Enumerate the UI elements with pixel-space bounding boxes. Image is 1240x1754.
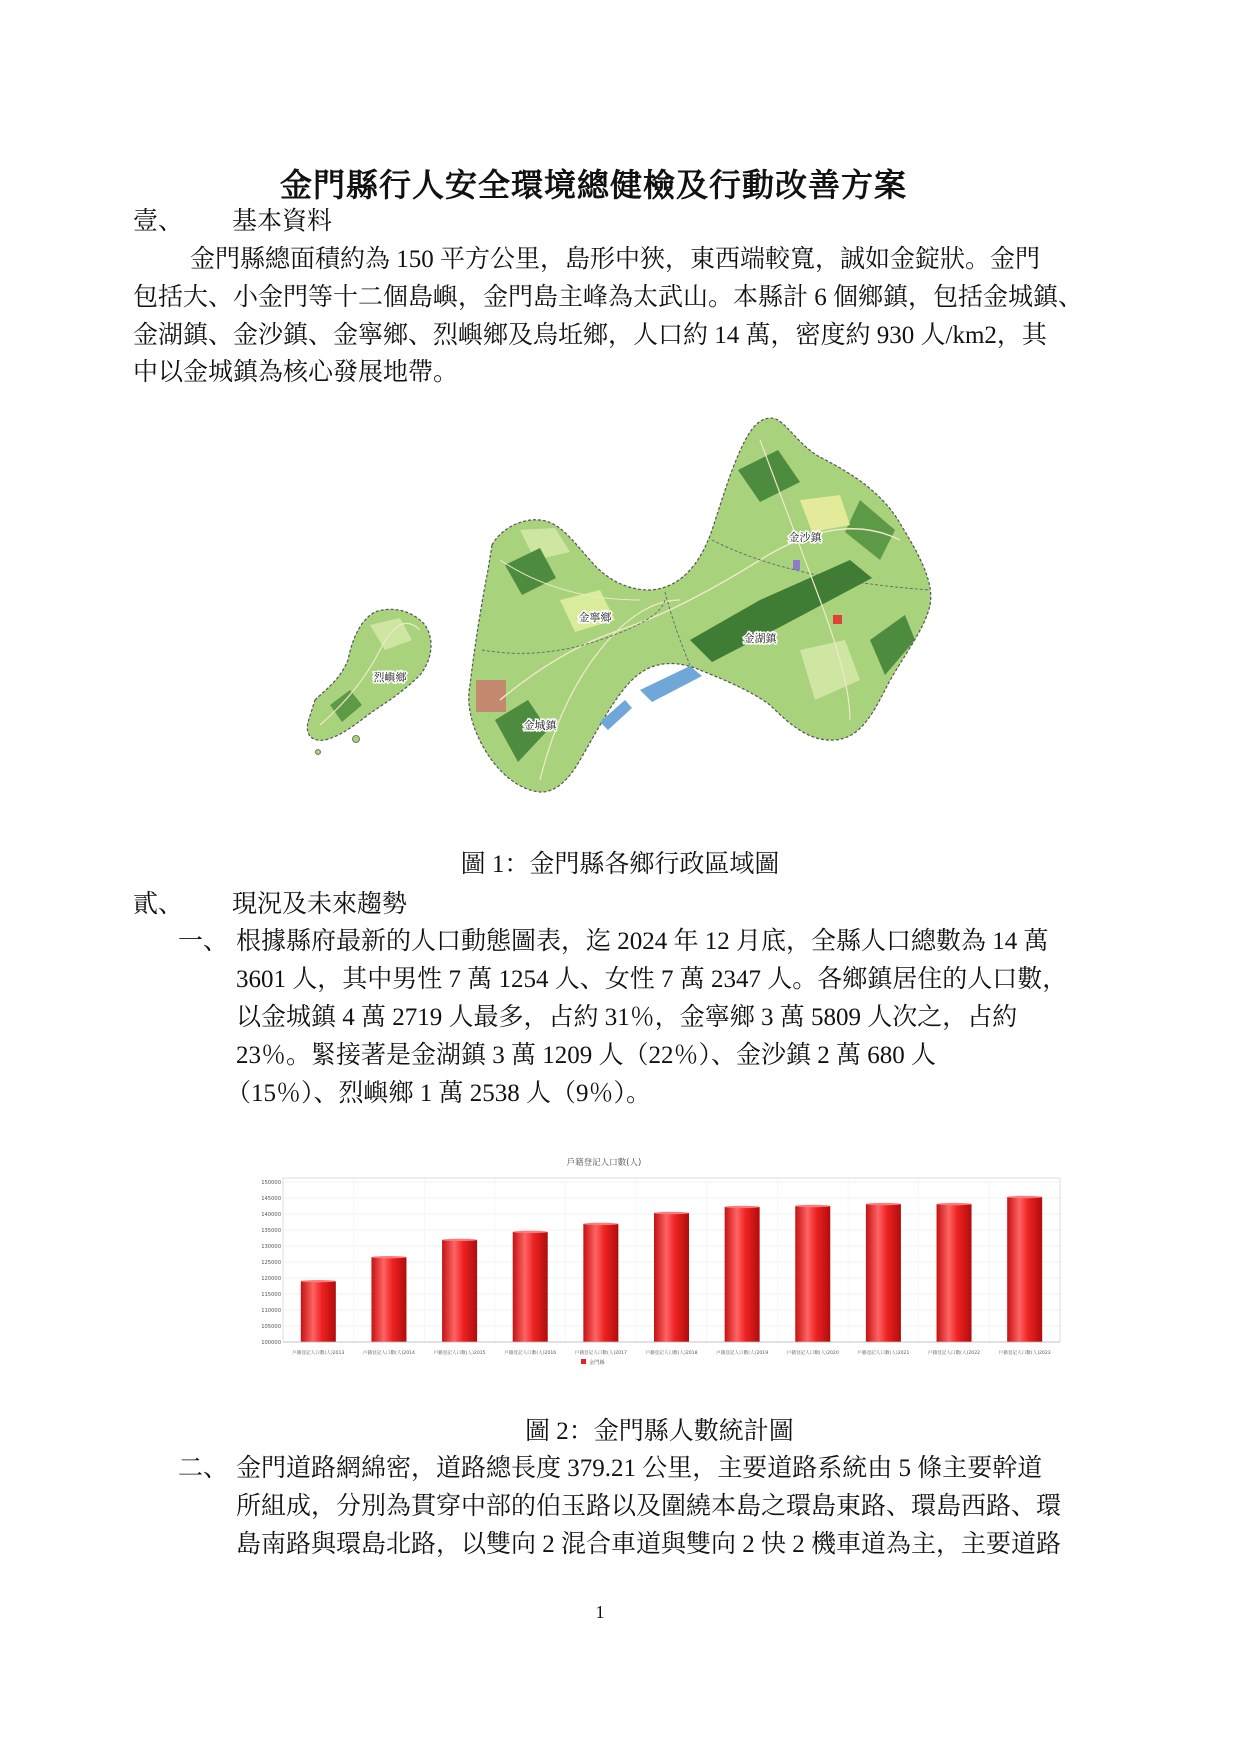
legend-swatch xyxy=(581,1359,586,1364)
y-tick-label: 110000 xyxy=(261,1308,281,1314)
y-tick-label: 120000 xyxy=(261,1276,281,1282)
bar-cap xyxy=(301,1280,336,1282)
paragraph-line: 中以金城鎮為核心發展地帶。 xyxy=(133,359,459,386)
purple-patch xyxy=(793,560,800,570)
y-tick-label: 150000 xyxy=(261,1180,281,1186)
bar xyxy=(866,1204,901,1342)
y-tick-label: 135000 xyxy=(261,1228,281,1234)
bar xyxy=(513,1232,548,1342)
section-number: 壹、 xyxy=(133,208,184,235)
bar-cap xyxy=(1007,1196,1042,1198)
urban-red-patch xyxy=(833,615,842,624)
map-label-jinhu: 金湖鎮 xyxy=(743,632,777,645)
paragraph-line: 金湖鎮、金沙鎮、金寧鄉、烈嶼鄉及烏坵鄉，人口約 14 萬，密度約 930 人/km2，其 xyxy=(133,322,1047,349)
brown-patch xyxy=(476,680,506,712)
section-heading: 現況及未來趨勢 xyxy=(232,891,408,918)
y-tick-label: 125000 xyxy=(261,1260,281,1266)
map-label-jinning: 金寧鄉 xyxy=(578,611,612,624)
bar xyxy=(301,1281,336,1342)
islet xyxy=(316,750,321,755)
y-tick-label: 130000 xyxy=(261,1244,281,1250)
paragraph-line: 金門縣總面積約為 150 平方公里，島形中狹，東西端較寬，誠如金錠狀。金門 xyxy=(190,246,1041,273)
x-tick-label: 戶籍登記人口數(人)2013 xyxy=(292,1351,345,1356)
y-tick-label: 115000 xyxy=(261,1292,281,1298)
bar-cap xyxy=(937,1203,972,1205)
bar xyxy=(1007,1197,1042,1342)
bar-cap xyxy=(725,1206,760,1208)
list-item-line: 所組成，分別為貫穿中部的伯玉路以及圍繞本島之環島東路、環島西路、環 xyxy=(236,1493,1062,1520)
legend-label: 金門縣 xyxy=(589,1360,605,1366)
bar xyxy=(442,1240,477,1342)
x-tick-label: 戶籍登記人口數(人)2015 xyxy=(433,1351,486,1356)
bar-cap xyxy=(513,1231,548,1233)
bar-cap xyxy=(442,1239,477,1241)
bar-cap xyxy=(866,1203,901,1205)
x-tick-label: 戶籍登記人口數(人)2022 xyxy=(928,1351,981,1356)
bar-cap xyxy=(795,1205,830,1207)
water-area xyxy=(640,666,702,702)
x-tick-label: 戶籍登記人口數(人)2023 xyxy=(998,1351,1051,1356)
list-item-line: （15％）、烈嶼鄉 1 萬 2538 人（9％）。 xyxy=(226,1080,652,1107)
page-number: 1 xyxy=(595,1602,605,1622)
list-marker: 二、 xyxy=(178,1455,229,1482)
x-tick-label: 戶籍登記人口數(人)2018 xyxy=(645,1351,698,1356)
chart-title: 戶籍登記人口數(人) xyxy=(566,1158,642,1168)
bar xyxy=(795,1206,830,1342)
y-tick-label: 145000 xyxy=(261,1196,281,1202)
x-tick-label: 戶籍登記人口數(人)2021 xyxy=(857,1351,910,1356)
bar xyxy=(583,1224,618,1342)
document-title: 金門縣行人安全環境總健檢及行動改善方案 xyxy=(280,167,908,203)
map-label-jinsha: 金沙鎮 xyxy=(788,531,822,544)
map-label-jincheng: 金城鎮 xyxy=(523,719,557,732)
paragraph-line: 包括大、小金門等十二個島嶼，金門島主峰為太武山。本縣計 6 個鄉鎮，包括金城鎮、 xyxy=(133,284,1084,311)
y-tick-label: 105000 xyxy=(261,1324,281,1330)
islet xyxy=(353,736,360,743)
x-tick-label: 戶籍登記人口數(人)2019 xyxy=(716,1351,769,1356)
map-label-lieyu: 烈嶼鄉 xyxy=(373,671,407,684)
x-tick-label: 戶籍登記人口數(人)2014 xyxy=(362,1351,415,1356)
list-item-line: 以金城鎮 4 萬 2719 人最多，占約 31％，金寧鄉 3 萬 5809 人次之，占約 xyxy=(236,1004,1018,1031)
section-number: 貳、 xyxy=(133,891,184,918)
figure-caption: 圖 2：金門縣人數統計圖 xyxy=(525,1418,794,1445)
administrative-map xyxy=(295,410,940,795)
figure-caption: 圖 1：金門縣各鄉行政區域圖 xyxy=(460,851,780,878)
section-heading: 基本資料 xyxy=(232,208,333,235)
x-tick-label: 戶籍登記人口數(人)2020 xyxy=(786,1351,839,1356)
bar xyxy=(371,1257,406,1342)
bar-cap xyxy=(654,1212,689,1214)
list-item-line: 3601 人，其中男性 7 萬 1254 人、女性 7 萬 2347 人。各鄉鎮居住的人口數， xyxy=(236,966,1068,993)
chart-legend xyxy=(581,1358,605,1366)
bar-cap xyxy=(371,1256,406,1258)
list-item-line: 23％。緊接著是金湖鎮 3 萬 1209 人（22％）、金沙鎮 2 萬 680 人 xyxy=(236,1042,937,1069)
list-item-line: 根據縣府最新的人口動態圖表，迄 2024 年 12 月底，全縣人口總數為 14 萬 xyxy=(236,928,1049,955)
y-tick-label: 140000 xyxy=(261,1212,281,1218)
bar-cap xyxy=(583,1223,618,1225)
list-marker: 一、 xyxy=(178,928,229,955)
population-bar-chart xyxy=(255,1150,1065,1380)
lieyu-island xyxy=(307,609,431,740)
list-item-line: 金門道路網綿密，道路總長度 379.21 公里，主要道路系統由 5 條主要幹道 xyxy=(236,1455,1043,1482)
x-tick-label: 戶籍登記人口數(人)2016 xyxy=(504,1351,557,1356)
bar xyxy=(937,1204,972,1342)
bar xyxy=(654,1213,689,1342)
list-item-line: 島南路與環島北路，以雙向 2 混合車道與雙向 2 快 2 機車道為主，主要道路 xyxy=(236,1531,1062,1558)
x-tick-label: 戶籍登記人口數(人)2017 xyxy=(574,1351,627,1356)
bar xyxy=(725,1207,760,1342)
y-tick-label: 100000 xyxy=(261,1340,281,1346)
